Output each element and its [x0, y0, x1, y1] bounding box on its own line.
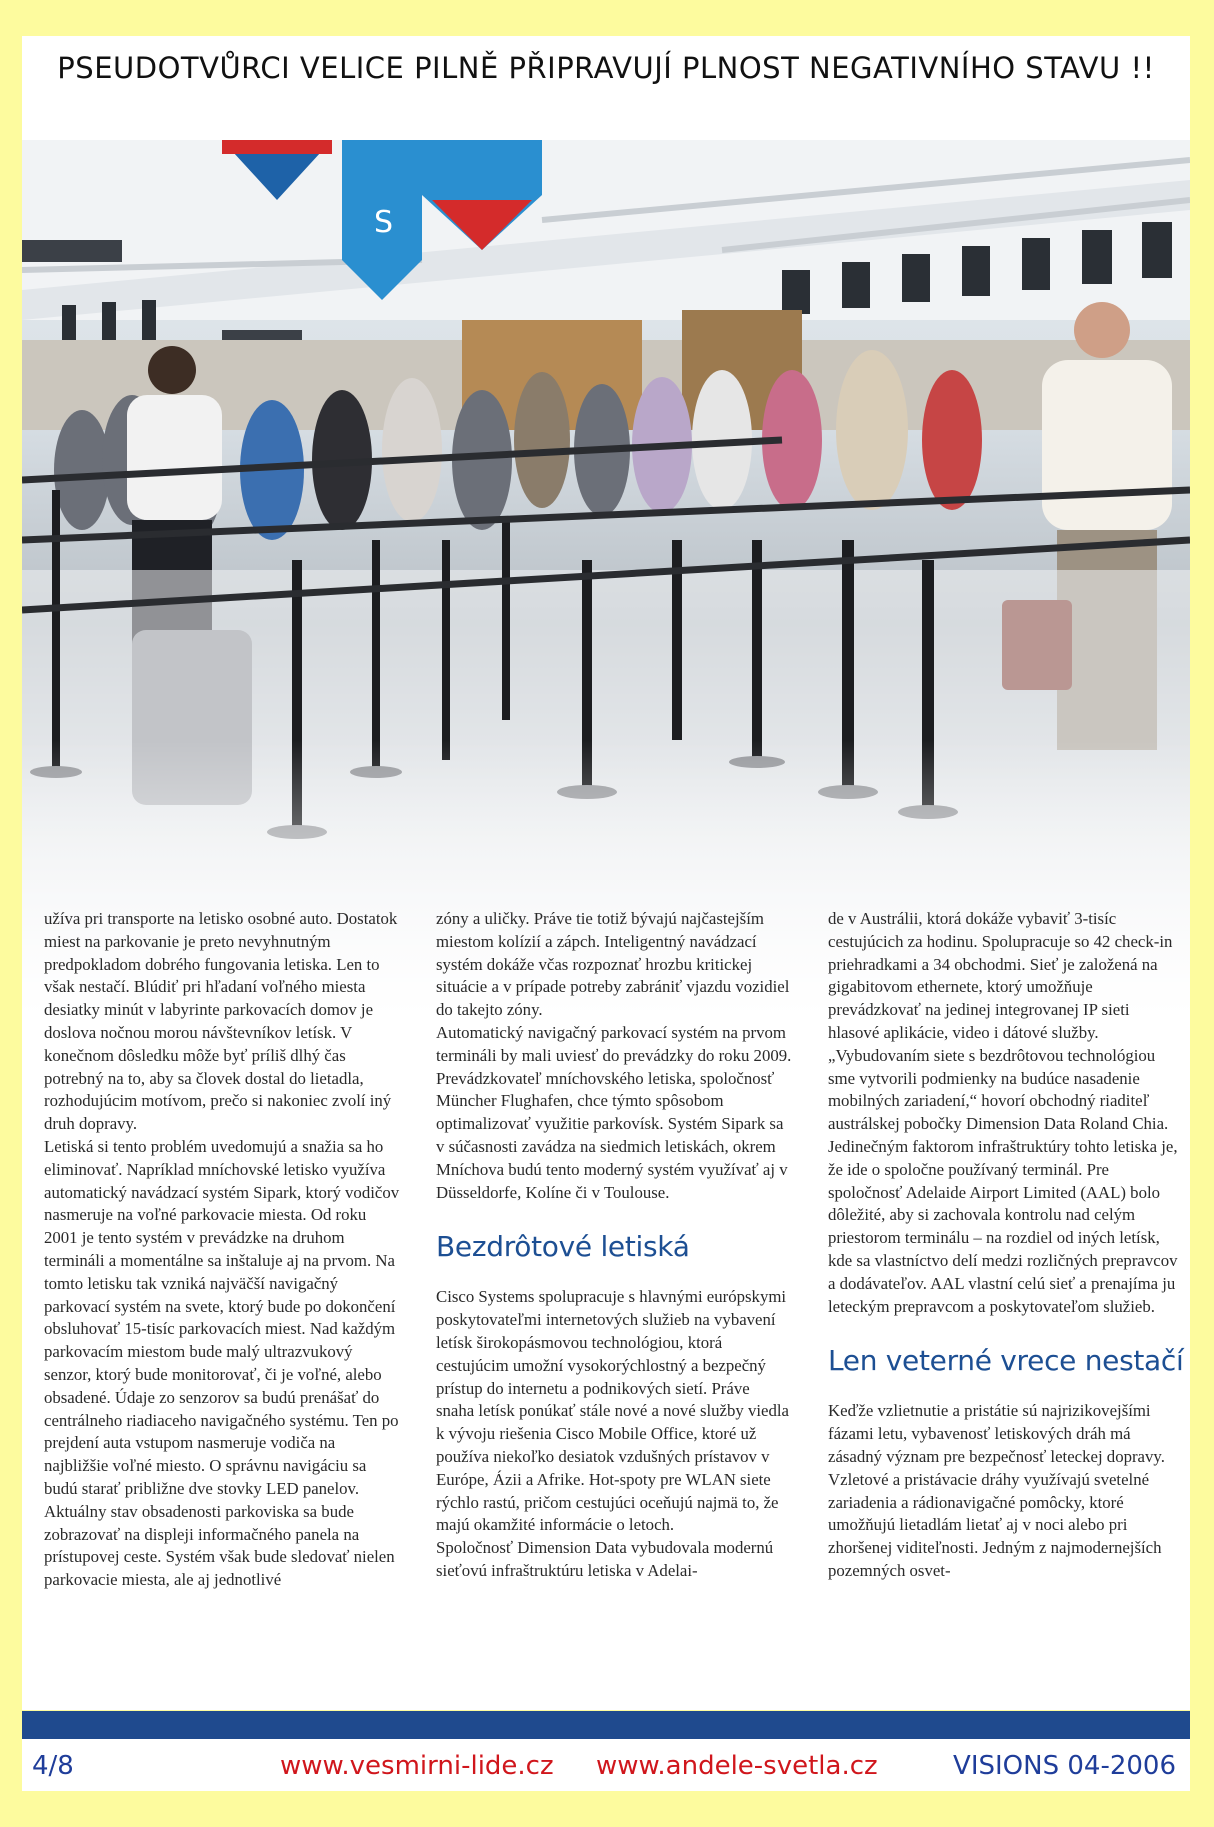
paragraph: Automatický navigačný parkovací systém na prvom termináli by mali uviesť do prevádzky do roku 2009. Prevádzkovateľ mníchovského letiska, spoločnosť Müncher Flughafen, chce týmto spôsobom optimalizovať využitie parkovísk. Systém Sipark sa v súčasnosti zavádza na siedmich letiskách, okrem Mníchova budú tento moderný systém využívať aj v Düsseldorfe, Kolíne či v Toulouse.: [436, 1022, 792, 1202]
paragraph: užíva pri transporte na letisko osobné auto. Dostatok miest na parkovanie je preto nevyhnutným predpokladom dobrého fungovania letiska. Len to však nestačí. Blúdiť pri hľadaní voľného miesta desiatky minút v labyrinte parkovacích domov je doslova nočnou morou návštevníkov letísk. V konečnom dôsledku môže byť príliš dlhý čas potrebný na to, aby sa človek dostal do lietadla, rozhodujúcim motívom, prečo si nakoniec zvolí iný druh dopravy.: [44, 909, 398, 1134]
photo-illustration: [22, 140, 1190, 1020]
article-column-2: [436, 908, 792, 1668]
article-column-1: [44, 908, 400, 1668]
paragraph: Jedinečným faktorom infraštruktúry tohto letiska je, že ide o spoločne používaný terminál. Pre spoločnosť Adelaide Airport Limited (AAL) bolo dôležité, aby si zachovala kontrolu nad celým priestorom terminálu – na rozdiel od iných letísk, kde sa vlastníctvo delí medzi rozličných prepravcov a dodávateľov. AAL vlastní celú sieť a prenajíma ju leteckým prepravcom a poskytovateľom služieb.: [828, 1136, 1178, 1316]
banner-title: PSEUDOTVŮRCI VELICE PILNĚ PŘIPRAVUJÍ PLNOST NEGATIVNÍHO STAVU !!: [57, 51, 1155, 85]
magazine-page: [22, 100, 1190, 1710]
paragraph: Spoločnosť Dimension Data vybudovala modernú sieťovú infraštruktúru letiska v Adelai-: [436, 1538, 774, 1580]
section-heading-wireless-airports: Bezdrôtové letiská: [436, 1230, 690, 1264]
article-body: [44, 908, 1184, 1668]
footer-divider-bar: [22, 1711, 1190, 1739]
article-column-3: [828, 908, 1184, 1668]
paragraph: de v Austrálii, ktorá dokáže vybaviť 3-tisíc cestujúcich za hodinu. Spolupracuje so 42 check-in priehradkami a 34 obchodmi. Sieť je založená na gigabitovom ethernete, ktorý umožňuje prevádzkovať na jedinej integrovanej IP sieti hlasové aplikácie, video i dátové služby. „Vybudovaním siete s bezdrôtovou technológiou sme vytvorili podmienky na budúce nasadenie mobilných zariadení,“ hovorí obchodný riaditeľ austrálskej pobočky Dimension Data Roland Chia.: [828, 909, 1173, 1134]
page-footer: [22, 1739, 1190, 1791]
paragraph: Letiská si tento problém uvedomujú a snažia sa ho eliminovať. Napríklad mníchovské letisko využíva automatický navádzací systém Sipark, ktorý vodičov nasmeruje na voľné parkovacie miesta. Od roku 2001 je tento systém v prevádzke na druhom termináli a momentálne sa inštaluje aj na prvom. Na tomto letisku tak vzniká najväčší navigačný parkovací systém na svete, ktorý bude po dokončení obsluhovať 15-tisíc parkovacích miest. Nad každým parkovacím miestom bude malý ultrazvukový senzor, ktorý bude monitorovať, či je voľné, alebo obsadené. Údaje zo senzorov sa budú prenášať do centrálneho riadiaceho navigačného systému. Ten po prejdení auta vstupom nasmeruje vodiča na najbližšie voľné miesto. O správnu navigáciu sa budú starať približne dve stovky LED panelov.: [44, 1136, 400, 1498]
link-andele-svetla[interactable]: www.andele-svetla.cz: [596, 1751, 878, 1781]
paragraph: Cisco Systems spolupracuje s hlavnými európskymi poskytovateľmi internetových služieb na vybavení letísk širokopásmovou technológiou, ktorá cestujúcim umožní vysokorýchlostný a bezpečný prístup do internetu a podnikových sietí. Práve snaha letísk ponúkať stále nové a nové služby viedla k vývoju riešenia Cisco Mobile Office, ktoré už používa niekoľko desiatok vzdušných prístavov v Európe, Ázii a Afrike. Hot-spoty pre WLAN siete rýchlo rastú, pričom cestujúci oceňujú najmä to, že majú okamžité informácie o letoch.: [436, 1287, 789, 1535]
banner-letter: S: [374, 205, 394, 240]
section-heading-windsock: Len veterné vrece nestačí: [828, 1344, 1184, 1378]
magazine-issue: VISIONS 04-2006: [953, 1751, 1176, 1781]
link-vesmirni-lide[interactable]: www.vesmirni-lide.cz: [280, 1751, 554, 1781]
paragraph: zóny a uličky. Práve tie totiž bývajú najčastejším miestom kolízií a zápch. Inteligentný navádzací systém dokáže včas rozpoznať hrozbu kritickej situácie a v prípade potreby zabrániť vjazdu vozidiel do takejto zóny.: [436, 909, 790, 1020]
page-banner: [22, 36, 1190, 100]
page-number: 4/8: [32, 1751, 74, 1781]
airport-check-in-photo: [22, 140, 1190, 1020]
paragraph: Aktuálny stav obsadenosti parkoviska sa bude zobrazovať na displeji informačného panela na prístupovej ceste. Systém však bude sledovať nielen parkovacie miesta, ale aj jednotlivé: [44, 1501, 395, 1590]
paragraph: Keďže vzlietnutie a pristátie sú najrizikovejšími fázami letu, vybavenosť letiskových dráh má zásadný význam pre bezpečnosť leteckej dopravy. Vzletové a pristávacie dráhy využívajú svetelné zariadenia a rádionavigačné pomôcky, ktoré umožňujú lietadlám lietať aj v noci alebo pri zhoršenej viditeľnosti. Jedným z najmodernejších pozemných osvet-: [828, 1401, 1165, 1580]
